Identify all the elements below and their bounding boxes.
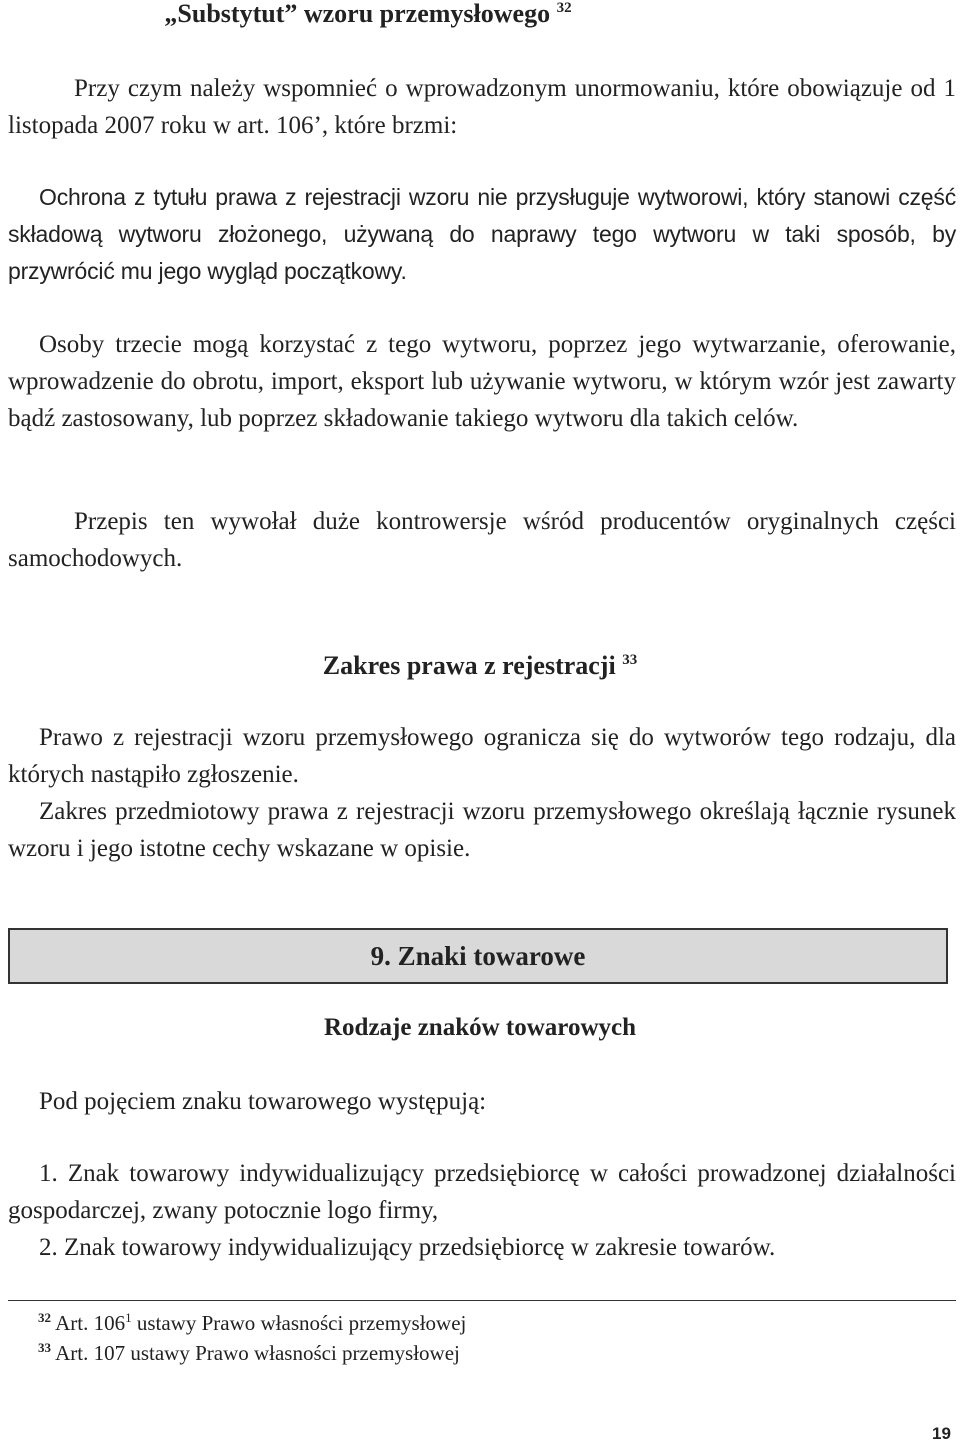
- quoted-provision-2: Osoby trzecie mogą korzystać z tego wytworu, poprzez jego wytwarzanie, oferowanie, wprowadzenie do obrotu, import, eksport lub używanie wytworu, w którym wzór jest zawarty bądź zastosowany, lub poprzez składowanie takiego wytworu dla takich celów.: [8, 331, 956, 432]
- paragraph-intro: Przy czym należy wspomnieć o wprowadzonym unormowaniu, które obowiązuje od 1 listopada 2007 roku w art. 106’, które brzmi:: [8, 75, 956, 139]
- footnote-separator: [8, 1300, 956, 1301]
- footnote-32: [38, 1308, 466, 1338]
- paragraph-controversy: Przepis ten wywołał duże kontrowersje wśród producentów oryginalnych części samochodowych.: [8, 508, 956, 572]
- quoted-provision-1: Ochrona z tytułu prawa z rejestracji wzoru nie przysługuje wytworowi, który stanowi część składową wytworu złożonego, używaną do naprawy tego wytworu w taki sposób, by przywrócić mu jego wygląd początkowy.: [8, 184, 956, 284]
- page-number: 19: [932, 1424, 951, 1443]
- footnote-ref-32: 32: [556, 0, 572, 16]
- footnote-text-pre: Art. 106: [55, 1311, 126, 1335]
- footnote-text-post: ustawy Prawo własności przemysłowej: [131, 1311, 467, 1335]
- footnote-ref-33: 33: [622, 652, 638, 668]
- chapter-heading-box: [8, 928, 948, 984]
- list-item-2: 2. Znak towarowy indywidualizujący przedsiębiorcę w zakresie towarów.: [39, 1234, 776, 1261]
- section-title-substytut: [8, 0, 728, 30]
- paragraph-list-intro: Pod pojęciem znaku towarowego występują:: [39, 1088, 487, 1115]
- paragraph-scope-2: Zakres przedmiotowy prawa z rejestracji wzoru przemysłowego określają łącznie rysunek wzoru i jego istotne cechy wskazane w opisie.: [8, 798, 956, 862]
- list-item-1: 1. Znak towarowy indywidualizujący przedsiębiorcę w całości prowadzonej działalności gospodarczej, zwany potocznie logo firmy,: [8, 1160, 956, 1224]
- section-title-rodzaje: Rodzaje znaków towarowych: [323, 1014, 636, 1041]
- footnote-number: 32: [38, 1310, 51, 1325]
- section-title-text: „Substytut” wzoru przemysłowego: [164, 0, 551, 28]
- section-title-text: Zakres prawa z rejestracji: [322, 651, 616, 680]
- footnote-number: 33: [38, 1340, 51, 1355]
- section-title-zakres: [0, 650, 960, 682]
- footnote-superscript: 1: [125, 1310, 132, 1325]
- footnote-33: [38, 1338, 460, 1368]
- chapter-title: 9. Znaki towarowe: [370, 941, 586, 971]
- paragraph-scope-1: Prawo z rejestracji wzoru przemysłowego ogranicza się do wytworów tego rodzaju, dla których nastąpiło zgłoszenie.: [8, 724, 956, 788]
- footnote-text: Art. 107 ustawy Prawo własności przemysłowej: [55, 1341, 460, 1365]
